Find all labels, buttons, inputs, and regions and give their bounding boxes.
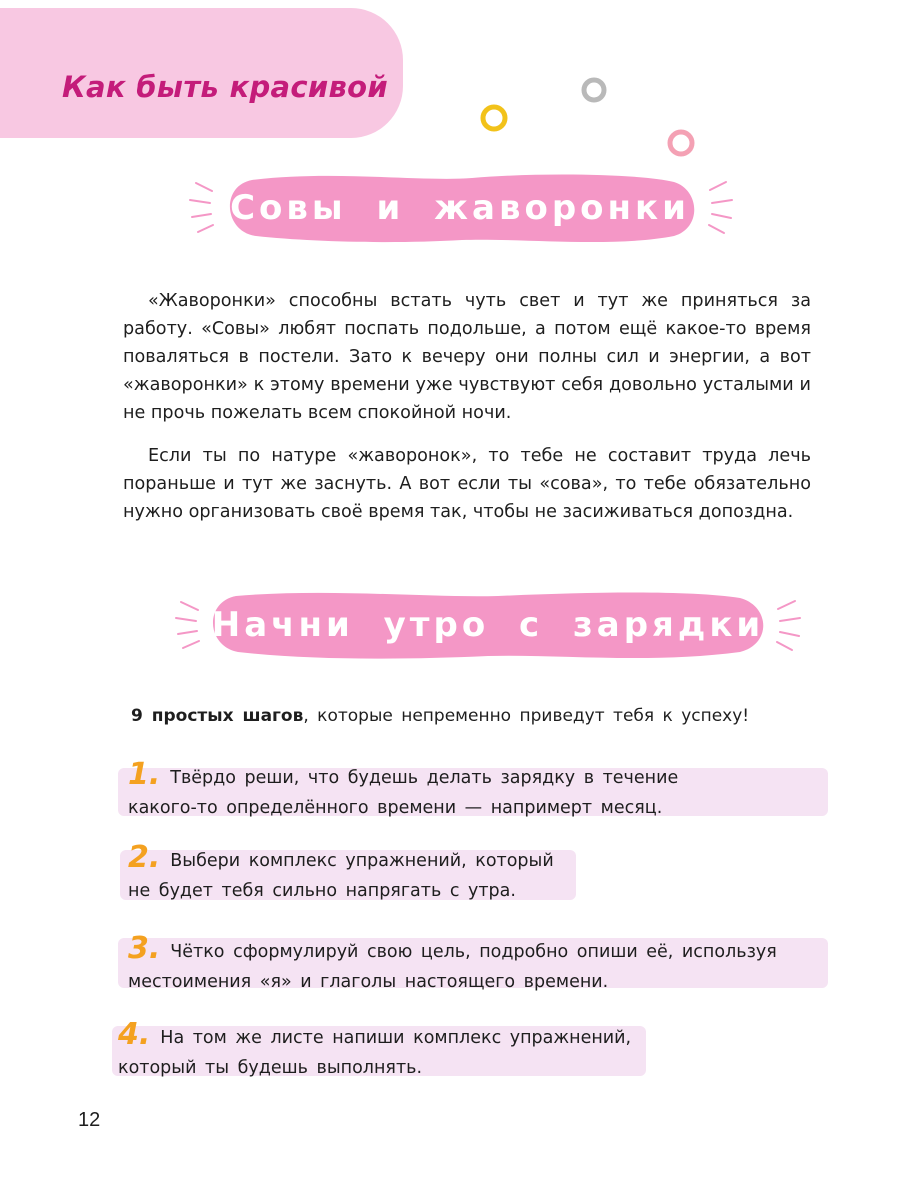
step-line: На том же листе напиши комплекс упражнений,	[160, 1028, 632, 1048]
decorative-ring-icon	[584, 80, 604, 100]
step-number: 3.	[128, 931, 161, 966]
paragraph: Если ты по натуре «жаворонок», то тебе не составит труда лечь пораньше и тут же заснуть. А вот если ты «сова», то тебе обязательно нужно организовать своё время так, чтобы не засиживаться допоздна.	[123, 446, 811, 522]
step-line: какого-то определённого времени — напримерт месяц.	[128, 798, 663, 818]
step-line: который ты будешь выполнять.	[118, 1058, 423, 1078]
steps-intro-rest: , которые непременно приведут тебя к успеху!	[303, 706, 750, 726]
step-item	[118, 1017, 632, 1083]
step-line: местоимения «я» и глаголы настоящего времени.	[128, 972, 609, 992]
step-number: 2.	[128, 840, 161, 875]
page-header-title: Как быть красивой	[62, 70, 388, 104]
step-line: Чётко сформулируй свою цель, подробно опиши её, используя	[170, 942, 777, 962]
decorative-ring-icon	[670, 132, 692, 154]
step-line: Выбери комплекс упражнений, который	[170, 851, 554, 871]
steps-intro-bold: 9 простых шагов	[131, 706, 304, 726]
sparkle-lines-icon	[709, 182, 732, 233]
steps-intro	[131, 703, 811, 729]
step-number: 1.	[128, 757, 161, 792]
section-banner-owls-larks	[222, 172, 698, 244]
section-title: Начни утро с зарядки	[211, 605, 765, 645]
page-number: 12	[78, 1109, 101, 1131]
sparkle-lines-icon	[777, 601, 800, 650]
section-banner-morning-exercise	[208, 590, 768, 660]
step-item	[128, 840, 554, 906]
step-line: не будет тебя сильно напрягать с утра.	[128, 881, 516, 901]
section-title: Совы и жаворонки	[230, 188, 690, 228]
step-line: Твёрдо реши, что будешь делать зарядку в течение	[170, 768, 679, 788]
decorative-ring-icon	[483, 107, 505, 129]
sparkle-lines-icon	[190, 183, 213, 232]
paragraph: «Жаворонки» способны встать чуть свет и тут же приняться за работу. «Совы» любят поспать подольше, а потом ещё какое-то время поваляться в постели. Зато к вечеру они полны сил и энергии, а вот «жаворонки» к этому времени уже чувствуют себя довольно усталыми и не прочь пожелать всем спокойной ночи.	[123, 291, 811, 423]
step-item	[128, 757, 679, 823]
sparkle-lines-icon	[176, 602, 199, 648]
step-number: 4.	[118, 1017, 151, 1052]
step-item	[128, 931, 777, 997]
